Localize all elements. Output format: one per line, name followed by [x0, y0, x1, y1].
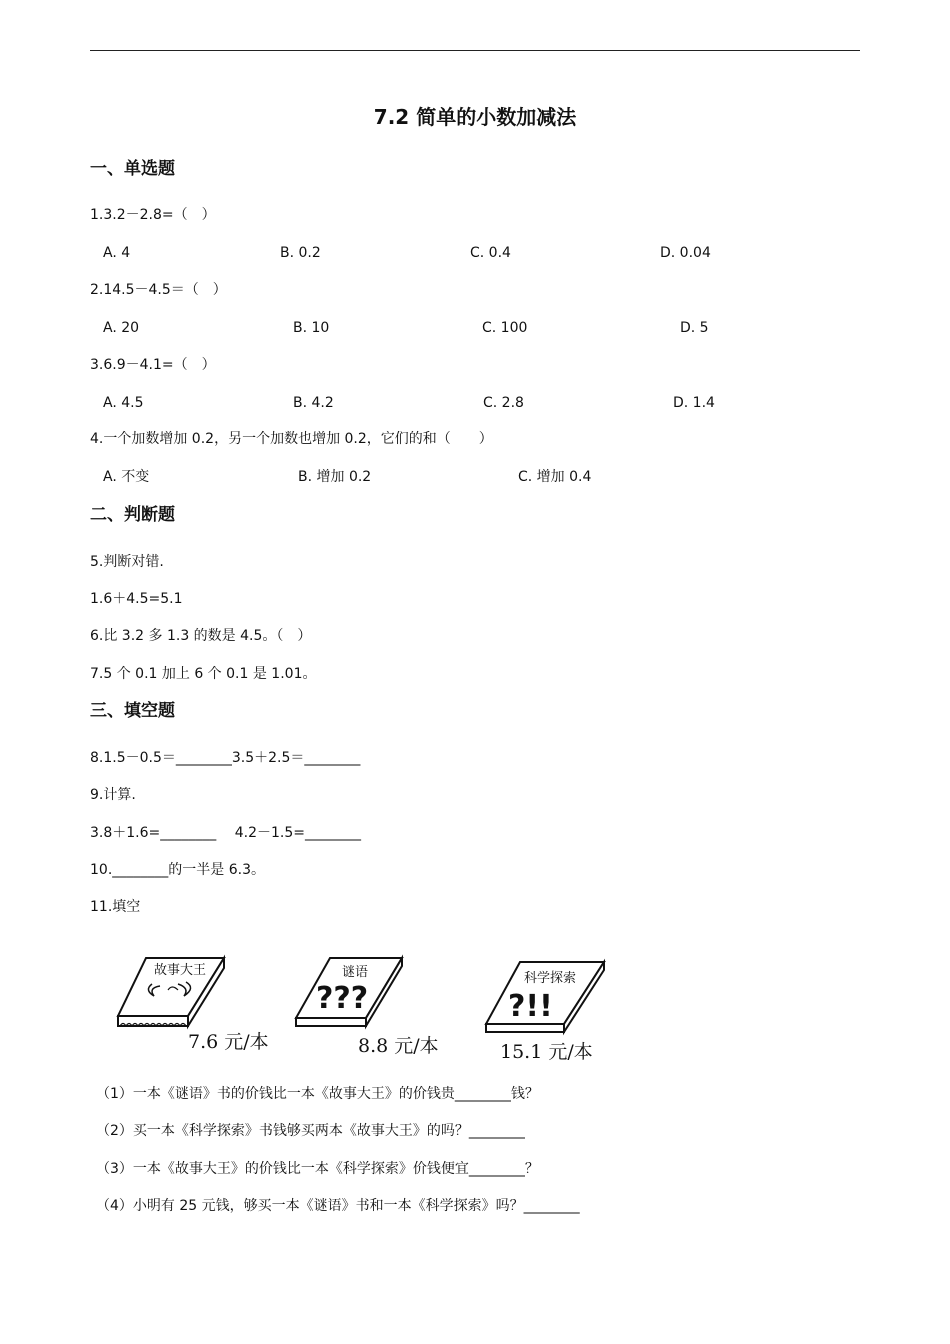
q1-option-c: C. 0.4: [470, 245, 511, 261]
header-rule: [90, 50, 860, 51]
question-8: 8.1.5－0.5＝________3.5＋2.5＝________: [90, 750, 361, 766]
q1-option-b: B. 0.2: [280, 245, 321, 261]
q2-option-a: A. 20: [103, 320, 140, 336]
price-story-king: 7.6 元/本: [188, 1031, 269, 1053]
q1-option-a: A. 4: [103, 245, 131, 261]
book-illustration-science-exploration: [482, 958, 610, 1038]
question-7: 7.5 个 0.1 加上 6 个 0.1 是 1.01。: [90, 666, 317, 682]
question-9-calculation: 3.8＋1.6=________ 4.2－1.5=________: [90, 825, 361, 841]
question-5-statement: 1.6＋4.5=5.1: [90, 591, 183, 607]
question-1: 1.3.2－2.8=（ ）: [90, 207, 216, 223]
q2-option-b: B. 10: [293, 320, 330, 336]
book-illustration-story-king: [112, 954, 232, 1032]
book-title-riddles: 谜语: [342, 965, 369, 980]
question-10: 10.________的一半是 6.3。: [90, 862, 265, 878]
question-11: 11.填空: [90, 899, 141, 915]
q4-option-a: A. 不变: [103, 469, 150, 485]
question-9: 9.计算.: [90, 787, 136, 803]
question-5: 5.判断对错.: [90, 554, 164, 570]
question-exclamation-icon: ?!!: [508, 989, 553, 1024]
section-heading-single-choice: 一、单选题: [90, 159, 175, 179]
question-11-sub-2: （2）买一本《科学探索》书钱够买两本《故事大王》的吗？________: [96, 1123, 525, 1139]
question-11-sub-1: （1）一本《谜语》书的价钱比一本《故事大王》的价钱贵________钱？: [96, 1086, 539, 1102]
section-heading-true-false: 二、判断题: [90, 505, 175, 525]
question-2: 2.14.5－4.5＝（ ）: [90, 282, 227, 298]
question-4: 4.一个加数增加 0.2，另一个加数也增加 0.2，它们的和（ ）: [90, 431, 493, 447]
price-science-exploration: 15.1 元/本: [500, 1041, 593, 1063]
book-title-story-king: 故事大王: [154, 963, 207, 978]
question-11-sub-4: （4）小明有 25 元钱，够买一本《谜语》书和一本《科学探索》吗？________: [96, 1198, 580, 1214]
question-marks-icon: ???: [316, 981, 369, 1016]
q4-option-c: C. 增加 0.4: [518, 469, 592, 485]
page-title: 7.2 简单的小数加减法: [373, 105, 577, 129]
q3-option-c: C. 2.8: [483, 395, 524, 411]
q2-option-d: D. 5: [680, 320, 709, 336]
section-heading-fill-blank: 三、填空题: [90, 701, 175, 721]
q3-option-b: B. 4.2: [293, 395, 334, 411]
question-11-sub-3: （3）一本《故事大王》的价钱比一本《科学探索》价钱便宜________？: [96, 1161, 539, 1177]
q4-option-b: B. 增加 0.2: [298, 469, 372, 485]
q3-option-a: A. 4.5: [103, 395, 144, 411]
q3-option-d: D. 1.4: [673, 395, 715, 411]
price-riddles: 8.8 元/本: [358, 1035, 439, 1057]
q2-option-c: C. 100: [482, 320, 528, 336]
book-illustration-riddles: [290, 954, 410, 1032]
question-6: 6.比 3.2 多 1.3 的数是 4.5。（ ）: [90, 628, 312, 644]
q1-option-d: D. 0.04: [660, 245, 711, 261]
book-title-science-exploration: 科学探索: [524, 971, 577, 986]
question-3: 3.6.9－4.1=（ ）: [90, 357, 216, 373]
